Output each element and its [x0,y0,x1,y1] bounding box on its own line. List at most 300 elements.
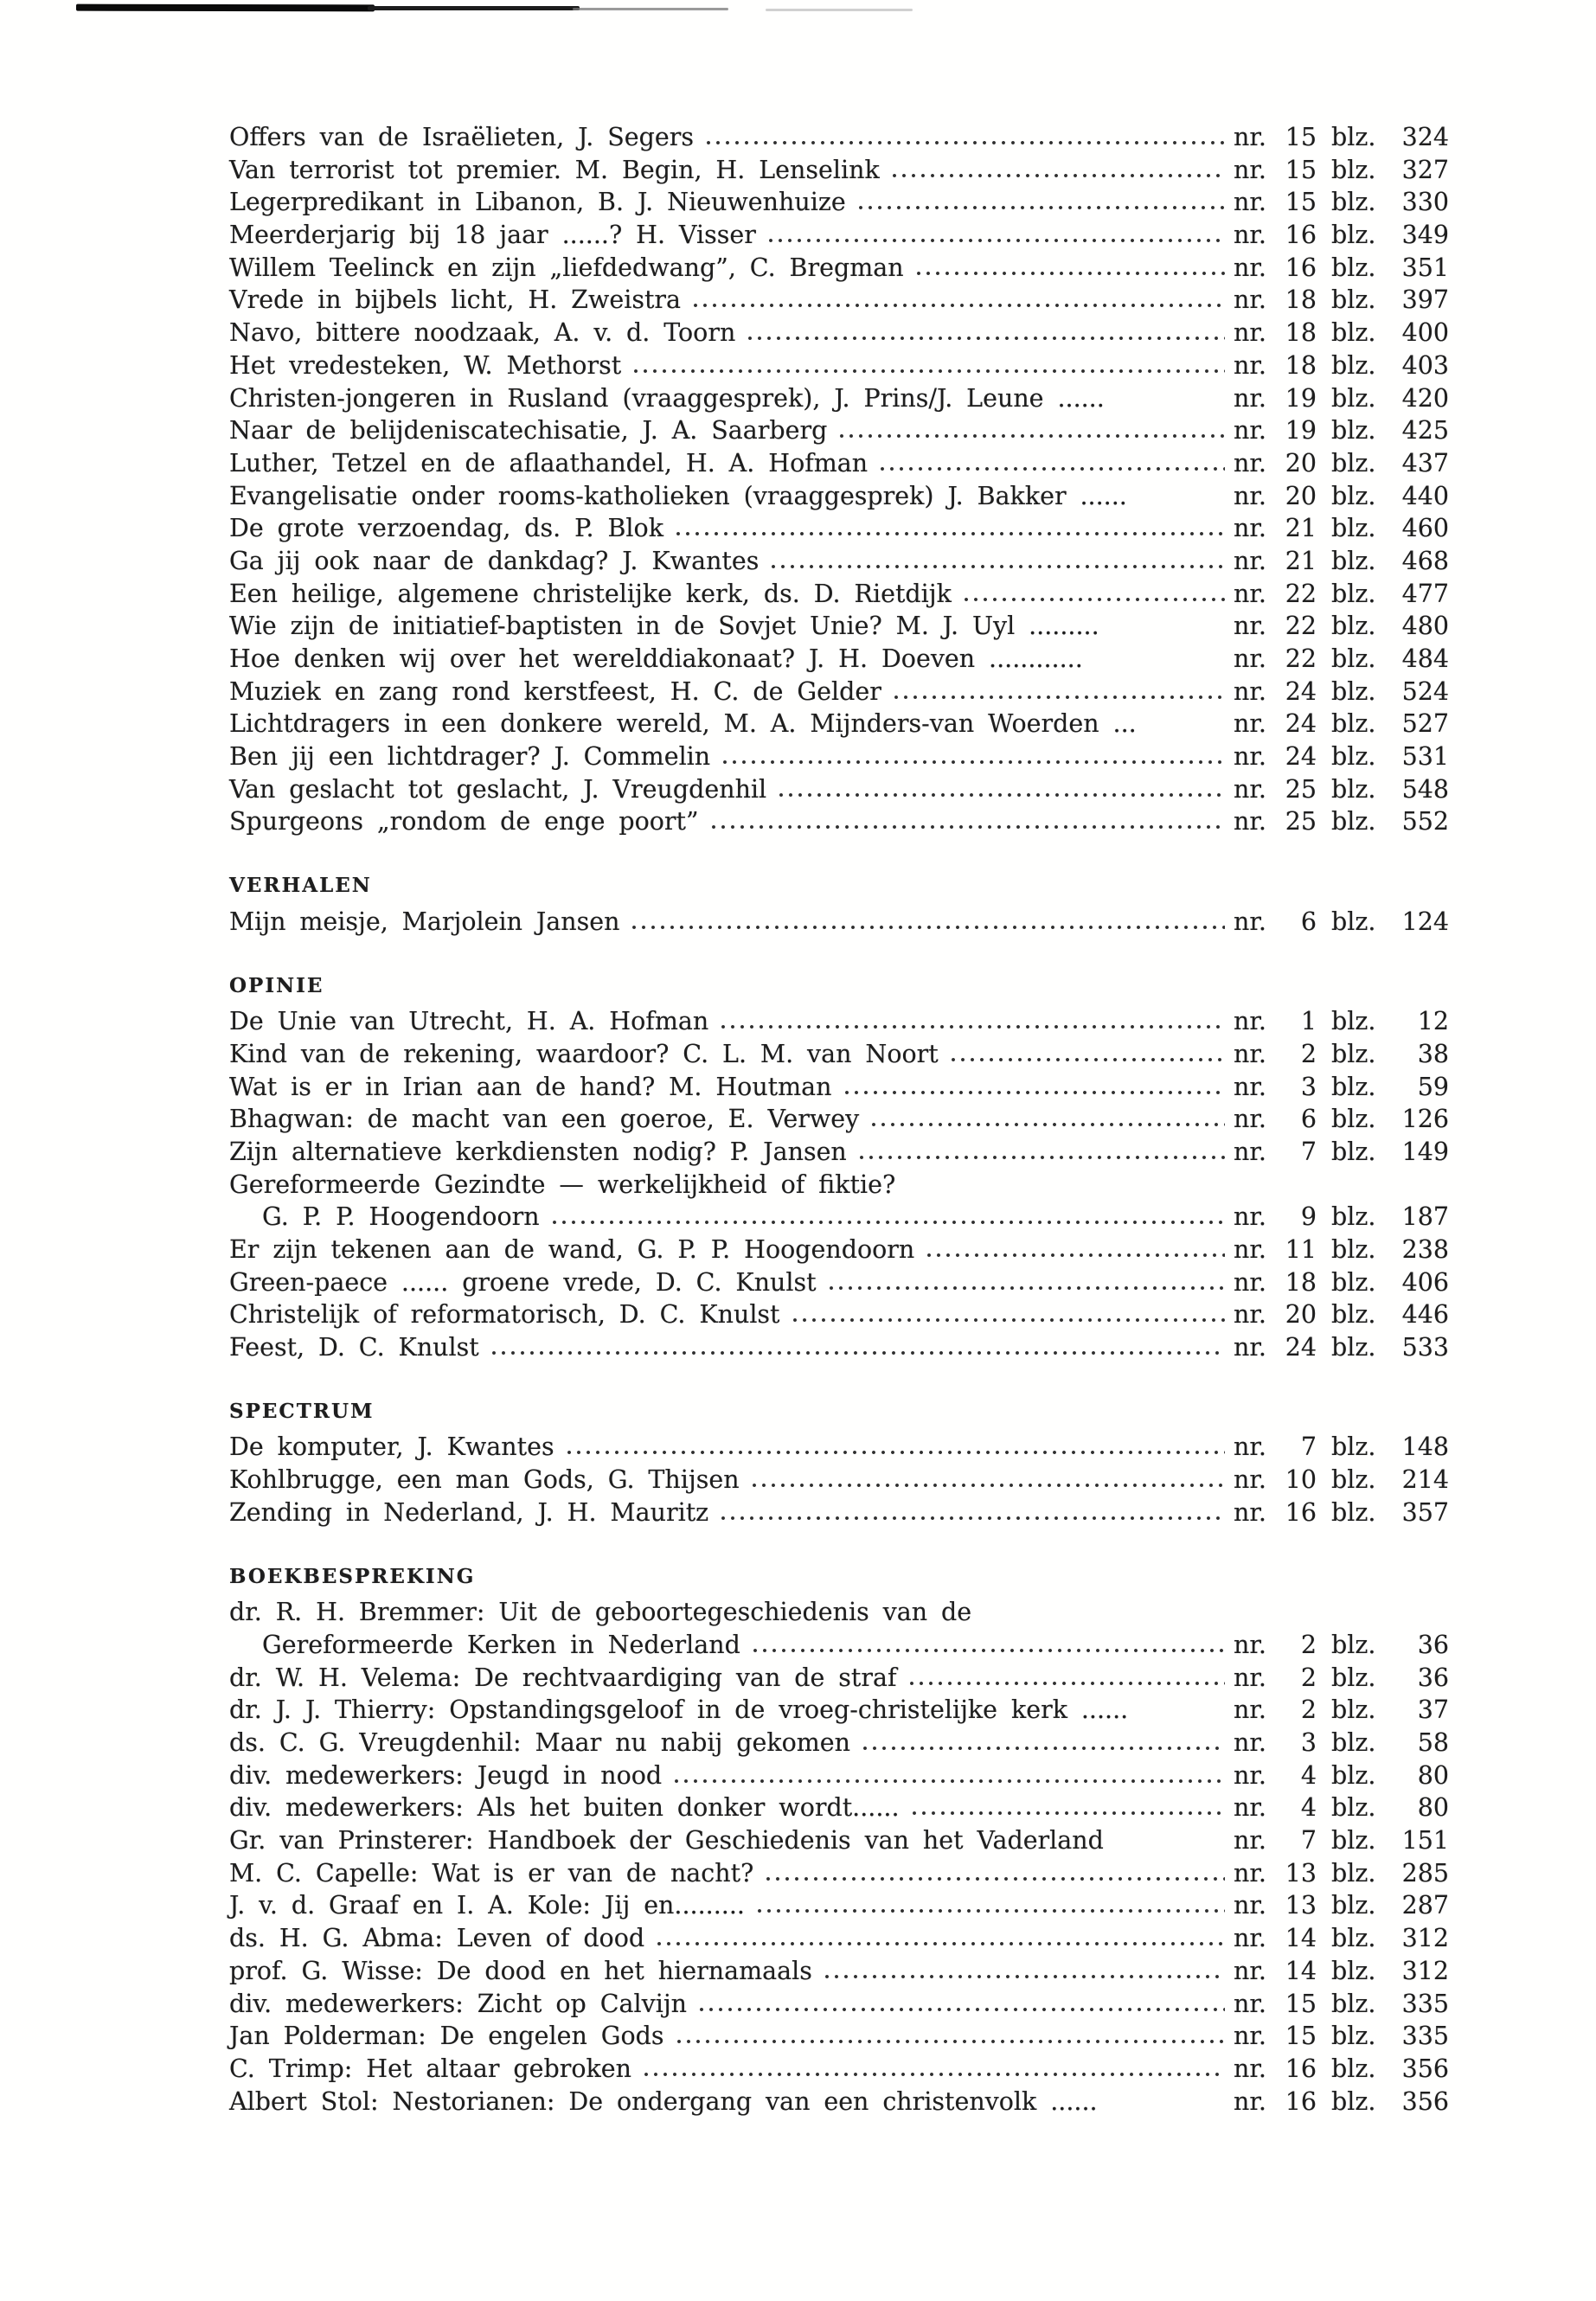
page-number: 552 [1401,807,1449,836]
page-label: blz. [1331,1630,1376,1659]
issue-number: 3 [1300,1072,1317,1101]
toc-entry [229,1694,1449,1727]
dot-leader [676,531,1225,536]
issue-number: 15 [1285,123,1317,151]
issue-number: 24 [1285,1333,1317,1362]
entry-title: Ben jij een lichtdrager? J. Commelin [229,742,711,772]
dot-leader [644,2072,1225,2077]
issue-number-label: nr. [1234,1433,1266,1462]
entry-title: Muziek en zang rond kerstfeest, H. C. de Gelder [229,676,881,706]
page-number: 335 [1401,2022,1449,2051]
toc-entry [229,414,1449,447]
toc-entry [229,349,1449,382]
page-number: 356 [1401,2086,1449,2116]
issue-number: 2 [1300,1695,1317,1725]
page-number: 480 [1401,612,1449,641]
entry-title: Gereformeerde Gezindte — werkelijkheid of fiktie? [229,1170,896,1199]
page-label: blz. [1331,1956,1376,1985]
entry-title: Het vredesteken, W. Methorst [229,350,622,380]
entry-title: Legerpredikant in Libanon, B. J. Nieuwenhuize [229,188,846,217]
toc-entry [229,1988,1449,2021]
toc-entry [229,1136,1449,1169]
issue-number: 14 [1285,1924,1317,1953]
issue-number-label: nr. [1234,2022,1266,2051]
issue-number: 18 [1285,350,1317,380]
toc-entry [229,1955,1449,1988]
toc-entry [229,1857,1449,1890]
issue-number: 4 [1300,1760,1317,1790]
entry-title: Meerderjarig bij 18 jaar ......? H. Visser [229,221,756,250]
dot-leader [912,1811,1225,1816]
dot-leader [631,925,1225,930]
page-label: blz. [1331,448,1376,478]
dot-leader [926,1253,1225,1258]
issue-number: 16 [1285,221,1317,250]
issue-number-label: nr. [1234,1956,1266,1985]
issue-number-label: nr. [1234,448,1266,478]
scan-artifact-line [76,4,375,12]
issue-number-label: nr. [1234,514,1266,543]
page-label: blz. [1331,1333,1376,1362]
entry-title: Kind van de rekening, waardoor? C. L. M. van Noort [229,1039,939,1068]
issue-number: 7 [1300,1433,1317,1462]
dot-leader [779,792,1225,798]
toc-entry [229,1169,1449,1202]
toc-entry [229,906,1449,939]
page-number: 312 [1401,1924,1449,1953]
dot-leader [824,1974,1225,1979]
dot-leader [567,1450,1225,1455]
page-label: blz. [1331,1300,1376,1330]
toc-entry [229,186,1449,219]
page-number: 58 [1417,1728,1449,1757]
toc-entry [229,1234,1449,1266]
entry-title: Zijn alternatieve kerkdiensten nodig? P. Jansen [229,1137,847,1166]
scan-artifact-line [766,9,913,11]
issue-number-label: nr. [1234,774,1266,804]
page-number: 327 [1401,155,1449,184]
toc-entry [229,1103,1449,1136]
page-number: 406 [1401,1267,1449,1297]
issue-number-label: nr. [1234,1202,1266,1232]
entry-title: Offers van de Israëlieten, J. Segers [229,123,694,151]
dot-leader [693,303,1225,308]
issue-number: 24 [1285,742,1317,772]
issue-number: 19 [1285,383,1317,413]
entry-title: div. medewerkers: Jeugd in nood [229,1760,663,1790]
entry-title: dr. J. J. Thierry: Opstandingsgeloof in de vroeg-christelijke kerk ...... [229,1695,1129,1725]
issue-number-label: nr. [1234,1728,1266,1757]
issue-number: 25 [1285,807,1317,836]
page-label: blz. [1331,1007,1376,1036]
entry-title: Naar de belijdeniscatechisatie, J. A. Saarberg [229,416,828,445]
dot-leader [892,173,1225,178]
toc-entry [229,1824,1449,1857]
page-number: 531 [1401,742,1449,772]
page-number: 126 [1401,1105,1449,1134]
issue-number: 22 [1285,644,1317,673]
page-number: 468 [1401,546,1449,575]
issue-number: 13 [1285,1891,1317,1920]
page-label: blz. [1331,1924,1376,1953]
issue-number-label: nr. [1234,1663,1266,1692]
dot-leader [768,238,1225,243]
page-label: blz. [1331,546,1376,575]
dot-leader [747,336,1225,341]
page-number: 397 [1401,285,1449,315]
entry-title: C. Trimp: Het altaar gebroken [229,2054,632,2083]
entry-title: Wat is er in Irian aan de hand? M. Houtman [229,1072,832,1101]
toc-entry [229,1071,1449,1104]
issue-number-label: nr. [1234,1858,1266,1888]
toc-entry [229,708,1449,740]
toc-entry [229,1889,1449,1922]
page-label: blz. [1331,1858,1376,1888]
section-heading: VERHALEN [229,874,372,898]
toc-entry [229,2020,1449,2053]
dot-leader [752,1483,1225,1488]
toc-entry [229,382,1449,415]
page-number: 356 [1401,2054,1449,2083]
issue-number-label: nr. [1234,1235,1266,1265]
page-label: blz. [1331,514,1376,543]
page-number: 437 [1401,448,1449,478]
page-label: blz. [1331,221,1376,250]
issue-number: 16 [1285,2086,1317,2116]
toc-entry [229,1759,1449,1792]
issue-number-label: nr. [1234,383,1266,413]
entry-title: ds. C. G. Vreugdenhil: Maar nu nabij gekomen [229,1728,851,1757]
dot-leader [552,1220,1225,1225]
entry-title: dr. W. H. Velema: De rechtvaardiging van de straf [229,1663,897,1692]
entry-title: Hoe denken wij over het werelddiakonaat? J. H. Doeven ............ [229,644,1083,673]
issue-number-label: nr. [1234,188,1266,217]
toc-entry [229,1497,1449,1529]
dot-leader [871,1122,1225,1127]
dot-leader [674,1779,1225,1784]
page-label: blz. [1331,1891,1376,1920]
entry-title: Willem Teelinck en zijn „liefdedwang”, C. Bregman [229,253,904,282]
toc-entry [229,252,1449,285]
entry-title: Wie zijn de initiatief-baptisten in de Sovjet Unie? M. J. Uyl ......... [229,612,1099,641]
issue-number-label: nr. [1234,481,1266,510]
issue-number: 16 [1285,253,1317,282]
toc-entry [229,740,1449,773]
dot-leader [757,1908,1225,1913]
issue-number-label: nr. [1234,123,1266,151]
issue-number-label: nr. [1234,2054,1266,2083]
entry-title: Spurgeons „rondom de enge poort” [229,807,699,836]
entry-title: dr. R. H. Bremmer: Uit de geboortegeschiedenis van de [229,1598,972,1627]
page-number: 420 [1401,383,1449,413]
toc-entry [229,1922,1449,1955]
issue-number: 2 [1300,1039,1317,1068]
toc-entry [229,512,1449,545]
issue-number: 2 [1300,1663,1317,1692]
issue-number: 11 [1285,1235,1317,1265]
page-label: blz. [1331,155,1376,184]
entry-title: Mijn meisje, Marjolein Jansen [229,907,620,936]
page-number: 80 [1417,1793,1449,1823]
issue-number-label: nr. [1234,1630,1266,1659]
entry-title: Christelijk of reformatorisch, D. C. Knulst [229,1300,780,1330]
toc-entry [229,610,1449,643]
section-heading: SPECTRUM [229,1399,375,1423]
toc-entry [229,1005,1449,1038]
page-number: 527 [1401,709,1449,739]
dot-leader [766,1876,1225,1881]
toc-entry [229,1727,1449,1759]
page-label: blz. [1331,676,1376,706]
page-label: blz. [1331,709,1376,739]
issue-number: 10 [1285,1465,1317,1495]
page-number: 484 [1401,644,1449,673]
issue-number: 16 [1285,2054,1317,2083]
page-number: 533 [1401,1333,1449,1362]
entry-title: Zending in Nederland, J. H. Mauritz [229,1497,709,1527]
toc-entry [229,676,1449,708]
dot-leader [491,1350,1225,1356]
page-label: blz. [1331,2054,1376,2083]
entry-title: Bhagwan: de macht van een goeroe, E. Verwey [229,1105,860,1134]
dot-leader [676,2039,1225,2044]
page-label: blz. [1331,644,1376,673]
page-label: blz. [1331,253,1376,282]
scan-artifact-line [368,6,580,10]
entry-title: Jan Polderman: De engelen Gods [229,2022,664,2051]
entry-title: Gereformeerde Kerken in Nederland [262,1630,740,1659]
page-number: 38 [1417,1039,1449,1068]
page-number: 312 [1401,1956,1449,1985]
issue-number: 18 [1285,1267,1317,1297]
issue-number: 20 [1285,481,1317,510]
issue-number: 6 [1300,1105,1317,1134]
dot-leader [721,1024,1225,1029]
page-label: blz. [1331,1235,1376,1265]
page-label: blz. [1331,318,1376,348]
page-label: blz. [1331,2022,1376,2051]
entry-title: J. v. d. Graaf en I. A. Kole: Jij en......... [229,1891,745,1920]
dot-leader [916,271,1225,276]
page-label: blz. [1331,774,1376,804]
section-heading: OPINIE [229,973,324,997]
issue-number: 15 [1285,2022,1317,2051]
issue-number: 20 [1285,1300,1317,1330]
toc-entry [229,1038,1449,1071]
toc-entry [229,2086,1449,2118]
page-label: blz. [1331,1202,1376,1232]
toc-entry [229,447,1449,480]
dot-leader [711,824,1225,830]
toc-entry [229,805,1449,838]
issue-number: 24 [1285,709,1317,739]
entry-title: div. medewerkers: Zicht op Calvijn [229,1989,688,2018]
page-label: blz. [1331,1826,1376,1856]
issue-number-label: nr. [1234,253,1266,282]
page-label: blz. [1331,1433,1376,1462]
entry-title: Van terrorist tot premier. M. Begin, H. Lenselink [229,155,880,184]
issue-number-label: nr. [1234,579,1266,608]
issue-number-label: nr. [1234,807,1266,836]
dot-leader [858,205,1225,210]
entry-title: Evangelisatie onder rooms-katholieken (vraaggesprek) J. Bakker ...... [229,481,1127,510]
page-number: 238 [1401,1235,1449,1265]
issue-number: 21 [1285,514,1317,543]
page-number: 36 [1417,1663,1449,1692]
dot-leader [633,369,1225,374]
toc-entry [229,1298,1449,1331]
dot-leader [829,1285,1225,1291]
page-label: blz. [1331,1728,1376,1757]
toc-entry [229,480,1449,513]
issue-number-label: nr. [1234,1072,1266,1101]
toc-entry [229,284,1449,317]
issue-number-label: nr. [1234,1793,1266,1823]
page-number: 403 [1401,350,1449,380]
page-label: blz. [1331,1465,1376,1495]
issue-number: 20 [1285,448,1317,478]
page-label: blz. [1331,188,1376,217]
toc-entry [229,643,1449,676]
issue-number: 18 [1285,285,1317,315]
entry-title: Een heilige, algemene christelijke kerk, ds. D. Rietdijk [229,579,952,608]
issue-number-label: nr. [1234,1924,1266,1953]
page-number: 37 [1417,1695,1449,1725]
toc-entry [229,219,1449,252]
toc-entry [229,1266,1449,1299]
issue-number-label: nr. [1234,2086,1266,2116]
issue-number-label: nr. [1234,644,1266,673]
dot-leader [721,1516,1225,1521]
issue-number-label: nr. [1234,1267,1266,1297]
page-label: blz. [1331,907,1376,936]
toc-entry [229,2053,1449,2086]
issue-number-label: nr. [1234,1039,1266,1068]
table-of-contents [229,121,1449,2118]
dot-leader [862,1746,1225,1751]
page-label: blz. [1331,1105,1376,1134]
issue-number: 7 [1300,1137,1317,1166]
dot-leader [753,1648,1225,1653]
issue-number: 18 [1285,318,1317,348]
toc-entry [229,1791,1449,1824]
toc-entry [229,1201,1449,1234]
entry-title: De grote verzoendag, ds. P. Blok [229,514,663,543]
entry-title: Luther, Tetzel en de aflaathandel, H. A. Hofman [229,448,869,478]
entry-title: Kohlbrugge, een man Gods, G. Thijsen [229,1465,740,1495]
page-label: blz. [1331,383,1376,413]
dot-leader [657,1941,1225,1946]
page-number: 287 [1401,1891,1449,1920]
entry-title: De komputer, J. Kwantes [229,1433,554,1462]
page-label: blz. [1331,2086,1376,2116]
entry-title: Albert Stol: Nestorianen: De ondergang van een christenvolk ...... [229,2086,1098,2116]
dot-leader [951,1057,1225,1062]
issue-number-label: nr. [1234,318,1266,348]
toc-entry [229,773,1449,806]
issue-number: 4 [1300,1793,1317,1823]
page-label: blz. [1331,416,1376,445]
page-number: 460 [1401,514,1449,543]
dot-leader [894,695,1225,700]
issue-number: 9 [1300,1202,1317,1232]
entry-title: G. P. P. Hoogendoorn [262,1202,540,1232]
page-number: 36 [1417,1630,1449,1659]
entry-title: Vrede in bijbels licht, H. Zweistra [229,285,682,315]
issue-number: 14 [1285,1956,1317,1985]
issue-number-label: nr. [1234,1989,1266,2018]
page-label: blz. [1331,1793,1376,1823]
page-number: 446 [1401,1300,1449,1330]
scan-artifact-line [573,8,728,10]
issue-number: 7 [1300,1826,1317,1856]
entry-title: div. medewerkers: Als het buiten donker wordt...... [229,1793,900,1823]
issue-number-label: nr. [1234,1497,1266,1527]
dot-leader [706,140,1225,145]
dot-leader [859,1155,1225,1160]
issue-number-label: nr. [1234,546,1266,575]
page-label: blz. [1331,807,1376,836]
issue-number-label: nr. [1234,612,1266,641]
page-number: 124 [1401,907,1449,936]
entry-title: Lichtdragers in een donkere wereld, M. A. Mijnders-van Woerden ... [229,709,1137,739]
issue-number-label: nr. [1234,155,1266,184]
issue-number: 24 [1285,676,1317,706]
dot-leader [839,433,1225,439]
page-label: blz. [1331,350,1376,380]
page-number: 59 [1417,1072,1449,1101]
entry-title: ds. H. G. Abma: Leven of dood [229,1924,645,1953]
issue-number-label: nr. [1234,1891,1266,1920]
issue-number: 19 [1285,416,1317,445]
issue-number-label: nr. [1234,1333,1266,1362]
issue-number: 2 [1300,1630,1317,1659]
entry-title: Navo, bittere noodzaak, A. v. d. Toorn [229,318,736,348]
toc-entry [229,1596,1449,1629]
dot-leader [844,1090,1225,1095]
issue-number-label: nr. [1234,1465,1266,1495]
entry-title: Van geslacht tot geslacht, J. Vreugdenhil [229,774,767,804]
entry-title: Er zijn tekenen aan de wand, G. P. P. Hoogendoorn [229,1235,915,1265]
dot-leader [699,2007,1225,2012]
toc-entry [229,154,1449,187]
issue-number-label: nr. [1234,350,1266,380]
dot-leader [771,564,1225,569]
page-number: 357 [1401,1497,1449,1527]
page-number: 349 [1401,221,1449,250]
issue-number: 21 [1285,546,1317,575]
toc-entry [229,578,1449,611]
issue-number: 3 [1300,1728,1317,1757]
page-number: 285 [1401,1858,1449,1888]
entry-title: De Unie van Utrecht, H. A. Hofman [229,1007,709,1036]
dot-leader [722,760,1225,765]
page-label: blz. [1331,1663,1376,1692]
issue-number-label: nr. [1234,907,1266,936]
issue-number: 22 [1285,612,1317,641]
page-number: 477 [1401,579,1449,608]
page-label: blz. [1331,1497,1376,1527]
issue-number-label: nr. [1234,709,1266,739]
issue-number: 22 [1285,579,1317,608]
page-number: 524 [1401,676,1449,706]
page-label: blz. [1331,1137,1376,1166]
entry-title: Ga jij ook naar de dankdag? J. Kwantes [229,546,760,575]
section-heading: BOEKBESPREKING [229,1564,476,1588]
page-number: 187 [1401,1202,1449,1232]
page-label: blz. [1331,123,1376,151]
issue-number: 15 [1285,1989,1317,2018]
